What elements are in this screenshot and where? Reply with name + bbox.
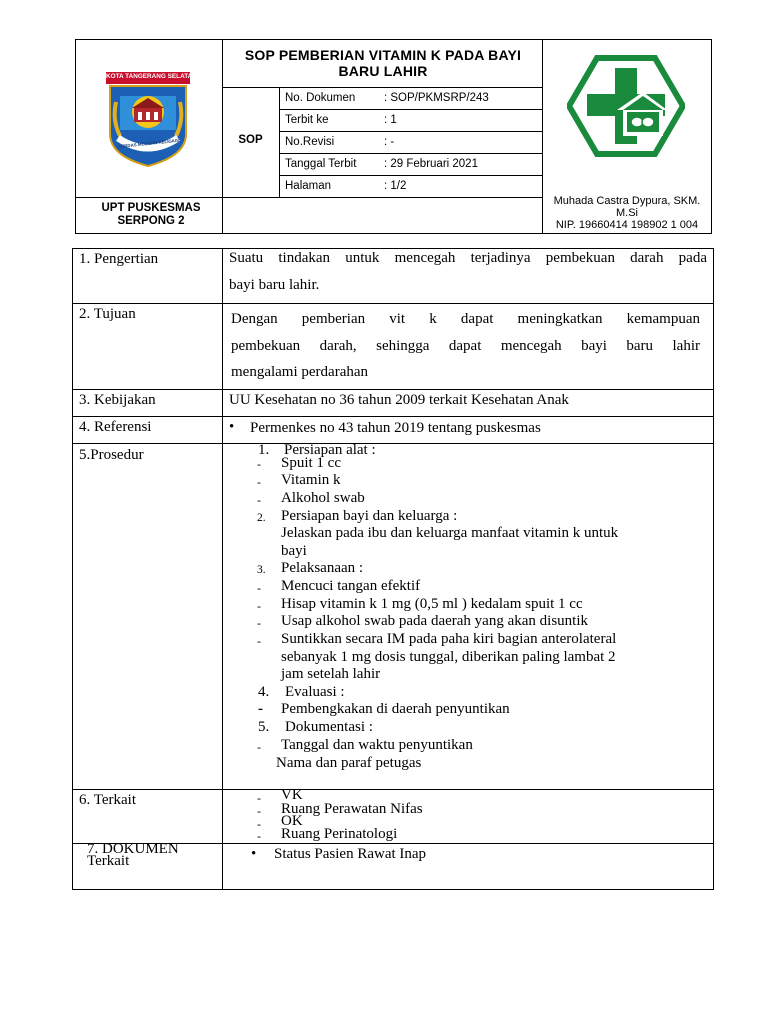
tujuan-line-1: Dengan pemberian vit k dapat meningkatkan kemampuan — [231, 311, 700, 327]
meta-label-dokumen: No. Dokumen — [285, 92, 356, 104]
logo-motto-text: CERDAS MODERN RELIGIUS — [117, 137, 180, 150]
pengertian-line-2: bayi baru lahir. — [229, 277, 320, 293]
pengertian-line-1: Suatu tindakan untuk mencegah terjadinya pembekuan darah pada — [229, 250, 707, 266]
bullet-icon: • — [251, 846, 257, 862]
terkait-item-1: VK — [281, 787, 303, 803]
referensi-text: Permenkes no 43 tahun 2019 tentang puskesmas — [250, 420, 541, 436]
section-label-terkait: 6. Terkait — [79, 792, 136, 808]
signer-nip: NIP. 19660414 198902 1 004 — [555, 219, 699, 231]
step-5-item: Tanggal dan waktu penyuntikan — [281, 737, 473, 753]
dokumen-text: Status Pasien Rawat Inap — [274, 846, 427, 862]
meta-label-tanggal: Tanggal Terbit — [285, 158, 357, 170]
dash-icon: - — [257, 740, 261, 754]
step-3-item-4-line-3: jam setelah lahir — [281, 666, 381, 682]
step-4-item: Pembengkakan di daerah penyuntikan — [281, 701, 510, 717]
meta-value-tanggal: : 29 Februari 2021 — [384, 158, 478, 170]
tujuan-line-3: mengalami perdarahan — [231, 364, 369, 380]
dash-icon: - — [257, 493, 261, 507]
dash-icon: - — [257, 581, 261, 595]
dash-icon: - — [257, 616, 261, 630]
org-name: UPT PUSKESMAS SERPONG 2 — [101, 202, 201, 227]
step-2-line-1: Jelaskan pada ibu dan keluarga manfaat vitamin k untuk — [281, 525, 619, 541]
meta-value-revisi: : - — [384, 136, 395, 148]
step-3-item-2: Hisap vitamin k 1 mg (0,5 ml ) kedalam spuit 1 cc — [281, 596, 583, 612]
dash-icon: - — [257, 599, 261, 613]
meta-label-halaman: Halaman — [285, 180, 332, 192]
dash-icon: - — [258, 701, 263, 717]
section-label-dokumen-1: 7. DOKUMEN — [87, 841, 179, 857]
terkait-item-3: OK — [281, 813, 303, 829]
dash-icon: - — [257, 634, 261, 648]
step-2-line-2: bayi — [281, 543, 307, 559]
step-3-item-1: Mencuci tangan efektif — [281, 578, 421, 594]
dash-icon: - — [257, 457, 261, 471]
dash-icon: - — [257, 817, 261, 831]
step-5-number: 5. — [258, 719, 270, 735]
section-label-kebijakan: 3. Kebijakan — [79, 392, 156, 408]
step-5-extra: Nama dan paraf petugas — [276, 755, 422, 771]
dash-icon: - — [257, 804, 261, 818]
step-3-title: Pelaksanaan : — [281, 560, 364, 576]
meta-label-revisi: No.Revisi — [285, 136, 335, 148]
step-5-title: Dokumentasi : — [285, 719, 373, 735]
puskesmas-logo — [567, 54, 685, 158]
section-label-dokumen-2: Terkait — [87, 853, 130, 869]
dash-icon: - — [257, 791, 261, 805]
dash-icon: - — [257, 475, 261, 489]
step-3-item-4-line-2: sebanyak 1 mg dosis tunggal, diberikan paling lambat 2 — [281, 649, 616, 665]
step-1-number: 1. — [258, 442, 270, 458]
terkait-item-2: Ruang Perawatan Nifas — [281, 801, 423, 817]
step-3-item-4-line-1: Suntikkan secara IM pada paha kiri bagian anterolateral — [281, 631, 617, 647]
city-emblem-logo — [98, 68, 198, 168]
meta-label-terbit: Terbit ke — [285, 114, 329, 126]
section-label-pengertian: 1. Pengertian — [79, 251, 159, 267]
signer-degree: M.Si — [616, 207, 638, 219]
meta-value-dokumen: : SOP/PKMSRP/243 — [384, 92, 489, 104]
step-3-item-3: Usap alkohol swab pada daerah yang akan disuntik — [281, 613, 588, 629]
step-1-title: Persiapan alat : — [284, 442, 376, 458]
step-1-item-3: Alkohol swab — [281, 490, 365, 506]
step-4-number: 4. — [258, 684, 270, 700]
section-label-tujuan: 2. Tujuan — [79, 306, 136, 322]
terkait-item-4: Ruang Perinatologi — [281, 826, 398, 842]
step-2-number: 2. — [257, 512, 266, 524]
section-label-prosedur: 5.Prosedur — [79, 447, 144, 463]
kebijakan-text: UU Kesehatan no 36 tahun 2009 terkait Kesehatan Anak — [229, 392, 569, 408]
meta-value-halaman: : 1/2 — [384, 180, 407, 192]
step-1-item-2: Vitamin k — [281, 472, 341, 488]
meta-value-terbit: : 1 — [384, 114, 397, 126]
signer-name: Muhada Castra Dypura, SKM. — [553, 195, 701, 207]
dash-icon: - — [257, 829, 261, 843]
step-1-item-1: Spuit 1 cc — [281, 455, 341, 471]
bullet-icon: • — [229, 419, 235, 435]
sop-label: SOP — [238, 134, 263, 146]
section-label-referensi: 4. Referensi — [79, 419, 152, 435]
logo-banner-text: KOTA TANGERANG SELATAN — [106, 73, 197, 80]
document-title: SOP PEMBERIAN VITAMIN K PADA BAYI BARU LAHIR — [244, 47, 522, 79]
step-4-title: Evaluasi : — [285, 684, 345, 700]
step-3-number: 3. — [257, 564, 266, 576]
step-2-title: Persiapan bayi dan keluarga : — [281, 508, 458, 524]
tujuan-line-2: pembekuan darah, sehingga dapat mencegah bayi baru lahir — [231, 338, 700, 354]
